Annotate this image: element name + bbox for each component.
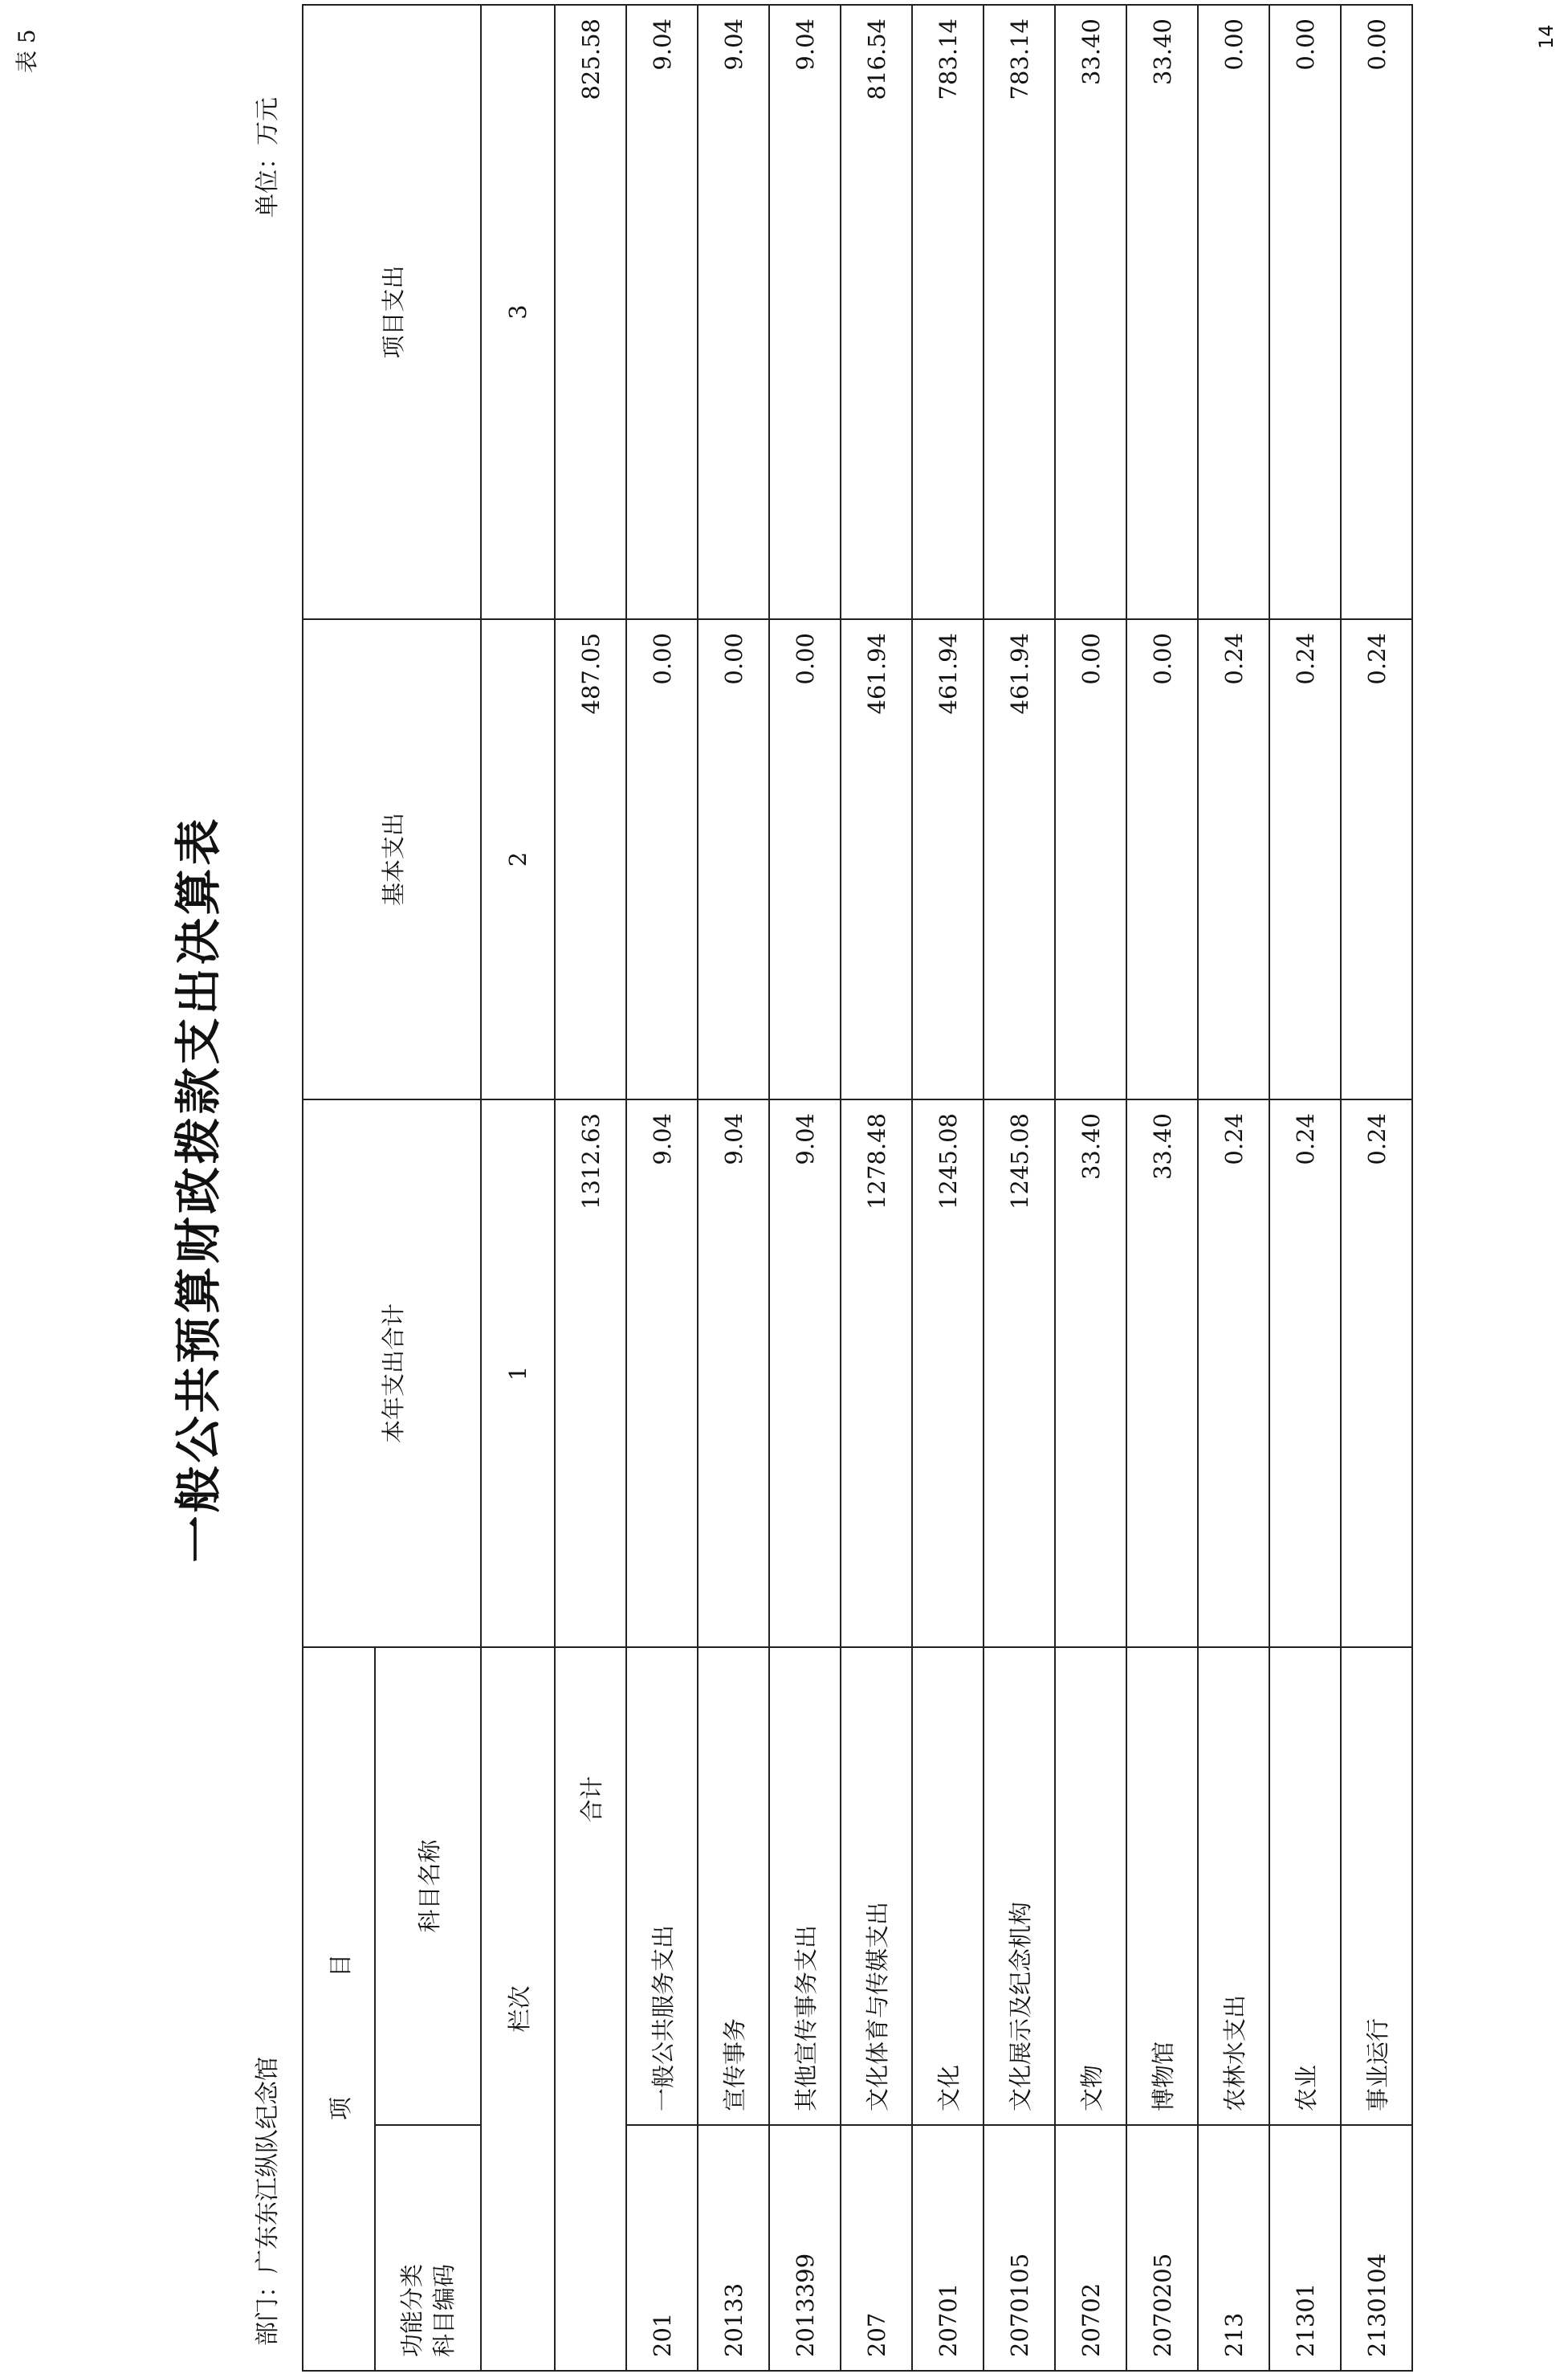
table-row: [1341, 5, 1412, 2371]
row-code: 2130104: [1341, 2125, 1412, 2371]
row-project: 9.04: [626, 5, 698, 619]
header-project: 项 目: [303, 1647, 375, 2371]
row-total: 1245.08: [984, 1099, 1055, 1647]
index-project-spend: 3: [481, 5, 555, 619]
header-code: 功能分类 科目编码: [375, 2125, 481, 2371]
row-total: 0.24: [1341, 1099, 1412, 1647]
table-row: [1269, 5, 1341, 2371]
table-row: [984, 5, 1055, 2371]
header-project-spend: 项目支出: [303, 5, 481, 619]
row-code: 201: [626, 2125, 698, 2371]
row-total: 0.24: [1198, 1099, 1269, 1647]
unit-line: [247, 97, 283, 218]
row-basic: 0.24: [1198, 619, 1269, 1099]
row-name: 博物馆: [1126, 1647, 1198, 2125]
row-basic: 0.24: [1341, 619, 1412, 1099]
row-total: 9.04: [698, 1099, 769, 1647]
table-row: [912, 5, 984, 2371]
row-total: 33.40: [1126, 1099, 1198, 1647]
table-row: [626, 5, 698, 2371]
summary-basic: 487.05: [555, 619, 626, 1099]
table-row: [1126, 5, 1198, 2371]
row-code: 2070105: [984, 2125, 1055, 2371]
department-name: 广东东江纵队纪念馆: [254, 2057, 282, 2274]
header-name: 科目名称: [375, 1647, 481, 2125]
row-code: 213: [1198, 2125, 1269, 2371]
row-basic: 461.94: [841, 619, 912, 1099]
row-name: 一般公共服务支出: [626, 1647, 698, 2125]
row-project: 33.40: [1126, 5, 1198, 619]
row-code: 2070205: [1126, 2125, 1198, 2371]
index-basic: 2: [481, 619, 555, 1099]
row-project: 9.04: [769, 5, 841, 619]
row-project: 783.14: [984, 5, 1055, 619]
row-name: 农林水支出: [1198, 1647, 1269, 2125]
row-basic: 0.00: [1126, 619, 1198, 1099]
row-code: 20133: [698, 2125, 769, 2371]
row-total: 1278.48: [841, 1099, 912, 1647]
summary-row: [555, 5, 626, 2371]
row-code: 21301: [1269, 2125, 1341, 2371]
row-total: 9.04: [769, 1099, 841, 1647]
row-basic: 461.94: [912, 619, 984, 1099]
table-number: 表 5: [14, 29, 40, 73]
row-name: 文化展示及纪念机构: [984, 1647, 1055, 2125]
row-project: 0.00: [1269, 5, 1341, 619]
header-total: 本年支出合计: [303, 1099, 481, 1647]
budget-table: [302, 4, 1413, 2372]
page-title: 一般公共预算财政拨款支出决算表: [171, 815, 226, 1563]
unit-value: 万元: [254, 97, 282, 145]
row-name: 文化体育与传媒支出: [841, 1647, 912, 2125]
row-basic: 0.00: [698, 619, 769, 1099]
table-row: [769, 5, 841, 2371]
header-col-index: 栏次: [481, 1647, 555, 2371]
header-basic: 基本支出: [303, 619, 481, 1099]
row-code: 2013399: [769, 2125, 841, 2371]
row-code: 20701: [912, 2125, 984, 2371]
table-row: [698, 5, 769, 2371]
row-basic: 0.24: [1269, 619, 1341, 1099]
row-basic: 0.00: [626, 619, 698, 1099]
row-project: 33.40: [1055, 5, 1126, 619]
row-code: 207: [841, 2125, 912, 2371]
row-name: 宣传事务: [698, 1647, 769, 2125]
row-name: 文化: [912, 1647, 984, 2125]
row-name: 其他宣传事务支出: [769, 1647, 841, 2125]
row-project: 816.54: [841, 5, 912, 619]
row-project: 783.14: [912, 5, 984, 619]
department-label: 部门：: [254, 2274, 282, 2346]
row-total: 33.40: [1055, 1099, 1126, 1647]
row-name: 农业: [1269, 1647, 1341, 2125]
row-basic: 0.00: [769, 619, 841, 1099]
index-total: 1: [481, 1099, 555, 1647]
summary-total: 1312.63: [555, 1099, 626, 1647]
row-name: 文物: [1055, 1647, 1126, 2125]
row-project: 0.00: [1341, 5, 1412, 619]
summary-project: 825.58: [555, 5, 626, 619]
row-total: 0.24: [1269, 1099, 1341, 1647]
unit-label: 单位：: [254, 145, 282, 218]
table-row: [1198, 5, 1269, 2371]
page-number: 14: [1535, 24, 1558, 49]
header-row-project: [303, 5, 375, 2371]
row-basic: 0.00: [1055, 619, 1126, 1099]
department-line: [247, 2057, 283, 2346]
row-basic: 461.94: [984, 619, 1055, 1099]
row-total: 1245.08: [912, 1099, 984, 1647]
row-total: 9.04: [626, 1099, 698, 1647]
row-project: 0.00: [1198, 5, 1269, 619]
table-row: [841, 5, 912, 2371]
row-code: 20702: [1055, 2125, 1126, 2371]
header-row-index: [481, 5, 555, 2371]
row-name: 事业运行: [1341, 1647, 1412, 2125]
row-project: 9.04: [698, 5, 769, 619]
table-row: [1055, 5, 1126, 2371]
summary-label: 合计: [555, 1647, 626, 2371]
